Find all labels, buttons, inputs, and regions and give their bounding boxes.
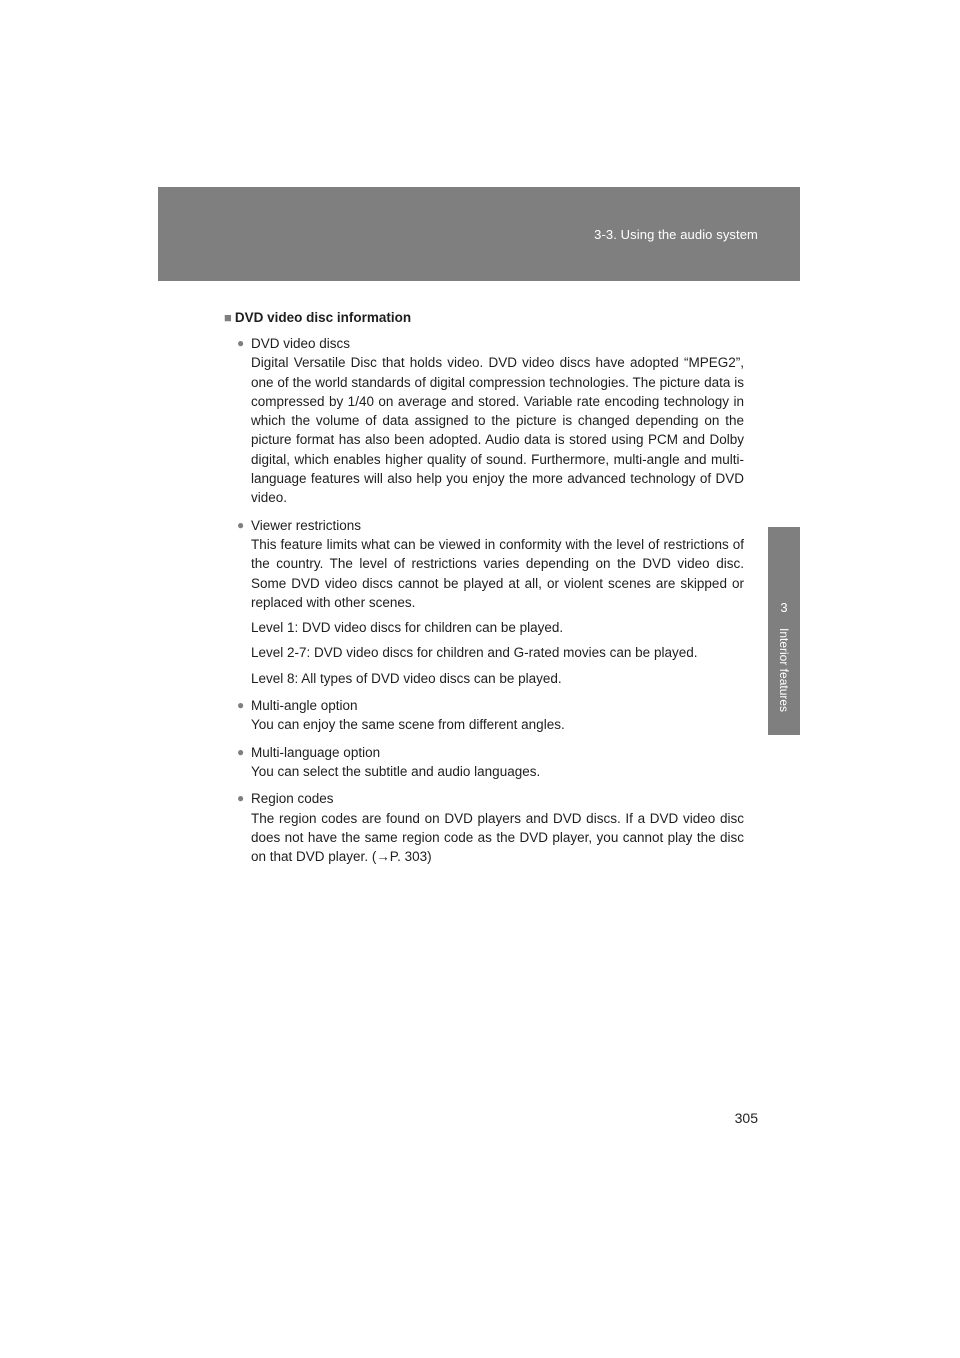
circle-bullet-icon: ● [237, 744, 245, 759]
list-item-multi-language [224, 743, 744, 782]
chapter-label: Interior features [777, 628, 791, 713]
circle-bullet-icon: ● [237, 698, 245, 713]
circle-bullet-icon: ● [237, 336, 245, 350]
circle-bullet-icon: ● [237, 517, 245, 532]
item-body: You can enjoy the same scene from different angles. [251, 717, 565, 733]
restriction-level: Level 8: All types of DVD video discs can be played. [251, 670, 562, 686]
item-body: Digital Versatile Disc that holds video. DVD video discs have adopted “MPEG2”, one of the world standards of digital compression technologies. The picture data is compressed by 1/40 on average and stored. Variable rate encoding technology in which the volume of data assigned to the picture is changed depending on the picture format has also been adopted. Audio data is stored using PCM and Dolby digital, which enables higher quality of sound. Furthermore, multi-angle and multi-language features will also help you enjoy the more advanced technology of DVD video. [251, 355, 744, 506]
restriction-level: Level 2-7: DVD video discs for children and G-rated movies can be played. [251, 645, 698, 661]
chapter-header-bar [158, 187, 800, 281]
circle-bullet-icon: ● [237, 791, 245, 806]
section-heading: ■ DVD video disc information [224, 310, 412, 325]
chapter-side-tab [768, 527, 800, 735]
page-number: 305 [734, 1110, 758, 1126]
item-body: This feature limits what can be viewed in conformity with the level of restrictions of the country. The level of restrictions varies depending on the DVD video disc. Some DVD video discs cannot be played at all, or violent scenes are skipped or replaced with other scenes. [251, 536, 744, 610]
item-title: DVD video discs [251, 336, 351, 351]
list-item-viewer-restrictions [224, 516, 744, 688]
list-item-region-codes [224, 789, 744, 866]
chapter-number: 3 [780, 600, 788, 615]
square-bullet-icon: ■ [224, 310, 232, 325]
item-body: You can select the subtitle and audio languages. [251, 763, 541, 779]
header-title: 3-3. Using the audio system [594, 227, 758, 242]
item-title: Region codes [251, 791, 334, 807]
list-item-multi-angle [224, 696, 744, 735]
item-body: The region codes are found on DVD players and DVD discs. If a DVD video disc does not have the same region code as the DVD player, you cannot play the disc on that DVD player. (→P. 303) [251, 810, 744, 865]
list-item-dvd-video-discs [224, 334, 744, 508]
item-title: Viewer restrictions [251, 517, 362, 533]
restriction-level: Level 1: DVD video discs for children can be played. [251, 620, 564, 636]
page-content [224, 309, 744, 874]
item-title: Multi-language option [251, 744, 381, 760]
item-title: Multi-angle option [251, 698, 358, 714]
